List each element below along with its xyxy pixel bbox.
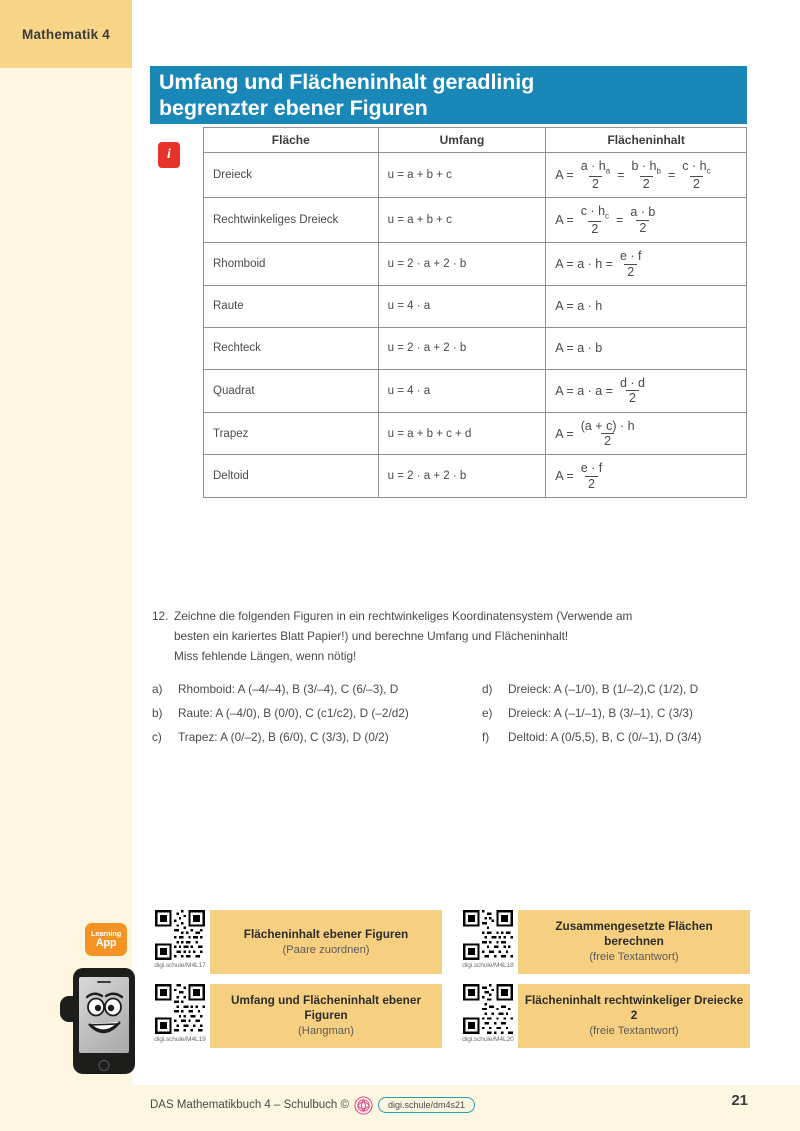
table-row xyxy=(204,198,747,243)
perimeter-formula: u = 2 · a + 2 · b xyxy=(378,327,546,369)
subitem-row xyxy=(152,701,762,725)
column-header-umfang: Umfang xyxy=(378,128,546,153)
area-formula: A = $\frac{a \cdot h_a}{2}$ = $\frac{b \cdot h_b}{2}$ = $\frac{c \cdot h_c}{2}$ xyxy=(546,153,747,198)
info-icon-letter: i xyxy=(167,147,171,162)
exercise-number: 12. xyxy=(152,609,169,623)
area-formula: A = $\frac{e \cdot f}{2}$ xyxy=(546,455,747,498)
area-formula: A = a · b xyxy=(546,327,747,369)
formula-table xyxy=(203,127,747,498)
perimeter-formula: u = 2 · a + 2 · b xyxy=(378,243,546,286)
perimeter-formula: u = 4 · a xyxy=(378,285,546,327)
subitem-text-a: Rhomboid: A (–4/–4), B (3/–4), C (6/–3), D xyxy=(178,682,399,696)
page-title-line-2: begrenzter ebener Figuren xyxy=(159,96,428,120)
qr-subtitle: (Paare zuordnen) xyxy=(282,943,370,956)
shape-name: Trapez xyxy=(204,412,379,455)
subitem-label-f: f) xyxy=(482,730,490,744)
exercise-line-3: Miss fehlende Längen, wenn nötig! xyxy=(174,649,357,663)
qr-block[interactable] xyxy=(458,910,750,974)
perimeter-formula: u = a + b + c xyxy=(378,198,546,243)
qr-label-box[interactable] xyxy=(518,984,750,1048)
qr-block[interactable] xyxy=(458,984,750,1048)
phone-home-button-icon xyxy=(99,1060,110,1071)
area-formula: A = a · a = $\frac{d \cdot d}{2}$ xyxy=(546,369,747,412)
shape-name: Rechteck xyxy=(204,327,379,369)
qr-title: Umfang und Flächeninhalt ebener Figuren xyxy=(230,993,422,1022)
digi-schule-badge[interactable]: digi.schule/dm4s21 xyxy=(378,1097,475,1113)
qr-code-icon[interactable] xyxy=(463,984,513,1034)
mascot-face-icon xyxy=(79,977,129,1053)
table-row xyxy=(204,153,747,198)
publisher-logo-icon xyxy=(354,1096,373,1115)
table-row xyxy=(204,285,747,327)
subitem-text-e: Dreieck: A (–1/–1), B (3/–1), C (3/3) xyxy=(508,706,693,720)
learning-app-line-2: App xyxy=(95,937,117,950)
area-formula: A = a · h xyxy=(546,285,747,327)
subitem-label-c: c) xyxy=(152,730,162,744)
table-row xyxy=(204,369,747,412)
qr-label-box[interactable] xyxy=(518,910,750,974)
column-header-flaecheninhalt: Flächeninhalt xyxy=(546,128,747,153)
phone-mascot-icon xyxy=(73,968,135,1074)
qr-code-icon[interactable] xyxy=(155,984,205,1034)
table-row xyxy=(204,455,747,498)
subitem-label-e: e) xyxy=(482,706,493,720)
qr-row xyxy=(150,984,750,1048)
subitem-row xyxy=(152,677,762,701)
qr-code-label: digi.schule/M4L19 xyxy=(154,1036,206,1043)
exercise-subitems xyxy=(152,677,762,749)
sidebar xyxy=(0,0,132,1131)
subitem-row xyxy=(152,725,762,749)
qr-code-icon[interactable] xyxy=(155,910,205,960)
perimeter-formula: u = a + b + c xyxy=(378,153,546,198)
phone-screen xyxy=(79,977,129,1053)
exercise-line-1: Zeichne die folgenden Figuren in ein rechtwinkeliges Koordinatensystem (Verwende am xyxy=(174,609,633,623)
table-row xyxy=(204,412,747,455)
mascot-arm-icon xyxy=(60,996,78,1022)
subject-tab xyxy=(0,0,132,68)
qr-code-icon[interactable] xyxy=(463,910,513,960)
qr-block[interactable] xyxy=(150,910,442,974)
perimeter-formula: u = a + b + c + d xyxy=(378,412,546,455)
perimeter-formula: u = 2 · a + 2 · b xyxy=(378,455,546,498)
footer xyxy=(150,1093,750,1117)
area-formula: A = $\frac{(a + c) \cdot h}{2}$ xyxy=(546,412,747,455)
learning-app-line-1: Learning xyxy=(90,928,122,938)
shape-name: Rechtwinkeliges Dreieck xyxy=(204,198,379,243)
qr-links-area xyxy=(150,910,750,1058)
qr-row xyxy=(150,910,750,974)
subitem-text-c: Trapez: A (0/–2), B (6/0), C (3/3), D (0/2) xyxy=(178,730,389,744)
subject-tab-label: Mathematik 4 xyxy=(22,26,110,42)
qr-label-box[interactable] xyxy=(210,984,442,1048)
column-header-flaeche: Fläche xyxy=(204,128,379,153)
qr-title: Flächeninhalt rechtwinkeliger Dreiecke 2 xyxy=(524,993,744,1022)
shape-name: Quadrat xyxy=(204,369,379,412)
table-header-row xyxy=(204,128,747,153)
info-icon xyxy=(158,142,180,168)
shape-name: Dreieck xyxy=(204,153,379,198)
qr-label-box[interactable] xyxy=(210,910,442,974)
qr-subtitle: (freie Textantwort) xyxy=(589,1025,679,1037)
shape-name: Rhomboid xyxy=(204,243,379,286)
shape-name: Deltoid xyxy=(204,455,379,498)
exercise-line-2: besten ein kariertes Blatt Papier!) und berechne Umfang und Flächeninhalt! xyxy=(174,629,569,643)
qr-subtitle: (Hangman) xyxy=(298,1025,354,1037)
page-number: 21 xyxy=(731,1092,748,1109)
qr-title: Zusammengesetzte Flächen berechnen xyxy=(555,919,713,948)
shape-name: Raute xyxy=(204,285,379,327)
qr-code-label: digi.schule/M4L17 xyxy=(154,962,206,969)
subitem-label-d: d) xyxy=(482,682,493,696)
qr-code-label: digi.schule/M4L18 xyxy=(462,962,514,969)
page-title-line-1: Umfang und Flächeninhalt geradlinig xyxy=(159,70,535,94)
table-row xyxy=(204,327,747,369)
qr-subtitle: (freie Textantwort) xyxy=(589,951,679,963)
area-formula: A = a · h = $\frac{e \cdot f}{2}$ xyxy=(546,243,747,286)
footer-text: DAS Mathematikbuch 4 – Schulbuch © xyxy=(150,1099,349,1111)
qr-title: Flächeninhalt ebener Figuren xyxy=(243,926,409,941)
subitem-text-d: Dreieck: A (–1/0), B (1/–2),C (1/2), D xyxy=(508,682,699,696)
subitem-text-f: Deltoid: A (0/5,5), B, C (0/–1), D (3/4) xyxy=(508,730,702,744)
qr-code-label: digi.schule/M4L20 xyxy=(462,1036,514,1043)
exercise-block xyxy=(152,606,752,666)
table-row xyxy=(204,243,747,286)
learning-app-badge xyxy=(85,923,127,956)
subitem-label-b: b) xyxy=(152,706,163,720)
qr-block[interactable] xyxy=(150,984,442,1048)
perimeter-formula: u = 4 · a xyxy=(378,369,546,412)
page-title-banner xyxy=(150,66,747,124)
subitem-text-b: Raute: A (–4/0), B (0/0), C (c1/c2), D (–2/d2) xyxy=(178,706,409,720)
subitem-label-a: a) xyxy=(152,682,163,696)
area-formula: A = $\frac{c \cdot h_c}{2}$ = $\frac{a \cdot b}{2}$ xyxy=(546,198,747,243)
